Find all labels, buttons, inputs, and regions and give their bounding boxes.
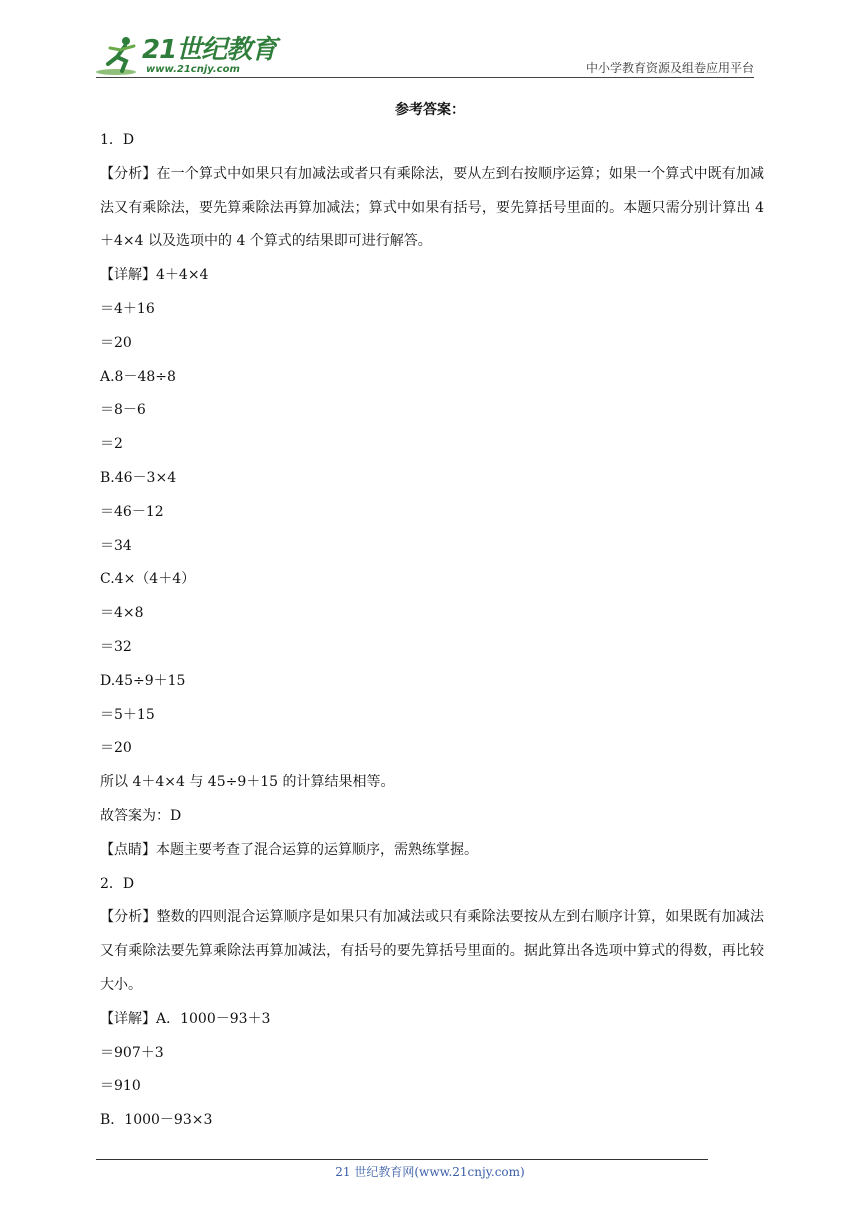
- q1-final-answer: 故答案为：D: [100, 807, 182, 824]
- q1-detail-line: D.45÷9＋15: [100, 672, 186, 689]
- q1-detail-line: ＝46－12: [100, 503, 164, 520]
- answer-content: [100, 124, 764, 1138]
- q1-detail-line: ＝5＋15: [100, 706, 155, 723]
- q2-detail-line: ＝910: [100, 1078, 141, 1095]
- q1-detail-line: ＝4×8: [100, 605, 144, 622]
- footer-divider: [96, 1159, 708, 1160]
- q2-detail-line: ＝907＋3: [100, 1044, 164, 1061]
- q1-detail-line: ＝8－6: [100, 402, 146, 419]
- q1-detail-line: ＝2: [100, 436, 123, 453]
- q1-detail-line: C.4×（4＋4）: [100, 571, 196, 588]
- logo-url: www.21cnjy.com: [146, 64, 240, 75]
- page-title: 参考答案：: [395, 102, 465, 118]
- logo: [96, 34, 277, 78]
- q1-comment: 【点睛】本题主要考查了混合运算的运算顺序，需熟练掌握。: [100, 841, 478, 858]
- q1-detail-line: A.8－48÷8: [100, 368, 176, 385]
- page-header: [0, 0, 860, 90]
- q2-detail-line: 【详解】A．1000－93＋3: [100, 1010, 271, 1027]
- q1-conclusion: 所以 4＋4×4 与 45÷9＋15 的计算结果相等。: [100, 774, 395, 791]
- q1-analysis: 【分析】在一个算式中如果只有加减法或者只有乘除法，要从左到右按顺序运算；如果一个算式中既有加减法又有乘除法，要先算乘除法再算加减法；算式中如果有括号，要先算括号里面的。本题只需分别计算出 4＋4×4 以及选项中的 4 个算式的结果即可进行解答。: [100, 165, 764, 250]
- q1-detail-line: B.46－3×4: [100, 469, 177, 486]
- q1-answer: 1．D: [100, 132, 135, 148]
- q2-answer: 2．D: [100, 875, 135, 892]
- page-footer: 21 世纪教育网(www.21cnjy.com): [335, 1165, 525, 1179]
- q2-analysis: 【分析】整数的四则混合运算顺序是如果只有加减法或只有乘除法要按从左到右顺序计算，如果既有加减法又有乘除法要先算乘除法再算加减法，有括号的要先算括号里面的。据此算出各选项中算式的得数，再比较大小。: [100, 909, 764, 993]
- logo-text: 21世纪教育: [142, 35, 277, 65]
- q1-detail-line: ＝32: [100, 638, 132, 655]
- q1-detail-line: 【详解】4＋4×4: [100, 267, 209, 284]
- runner-logo-icon: [96, 34, 144, 78]
- platform-name: 中小学教育资源及组卷应用平台: [585, 61, 754, 75]
- header-divider: [96, 77, 754, 78]
- q1-detail-line: ＝20: [100, 740, 132, 757]
- q1-detail-line: ＝20: [100, 334, 132, 351]
- q2-detail-line: B．1000－93×3: [100, 1112, 213, 1129]
- q1-detail-line: ＝4＋16: [100, 300, 155, 317]
- q1-detail-line: ＝34: [100, 537, 132, 554]
